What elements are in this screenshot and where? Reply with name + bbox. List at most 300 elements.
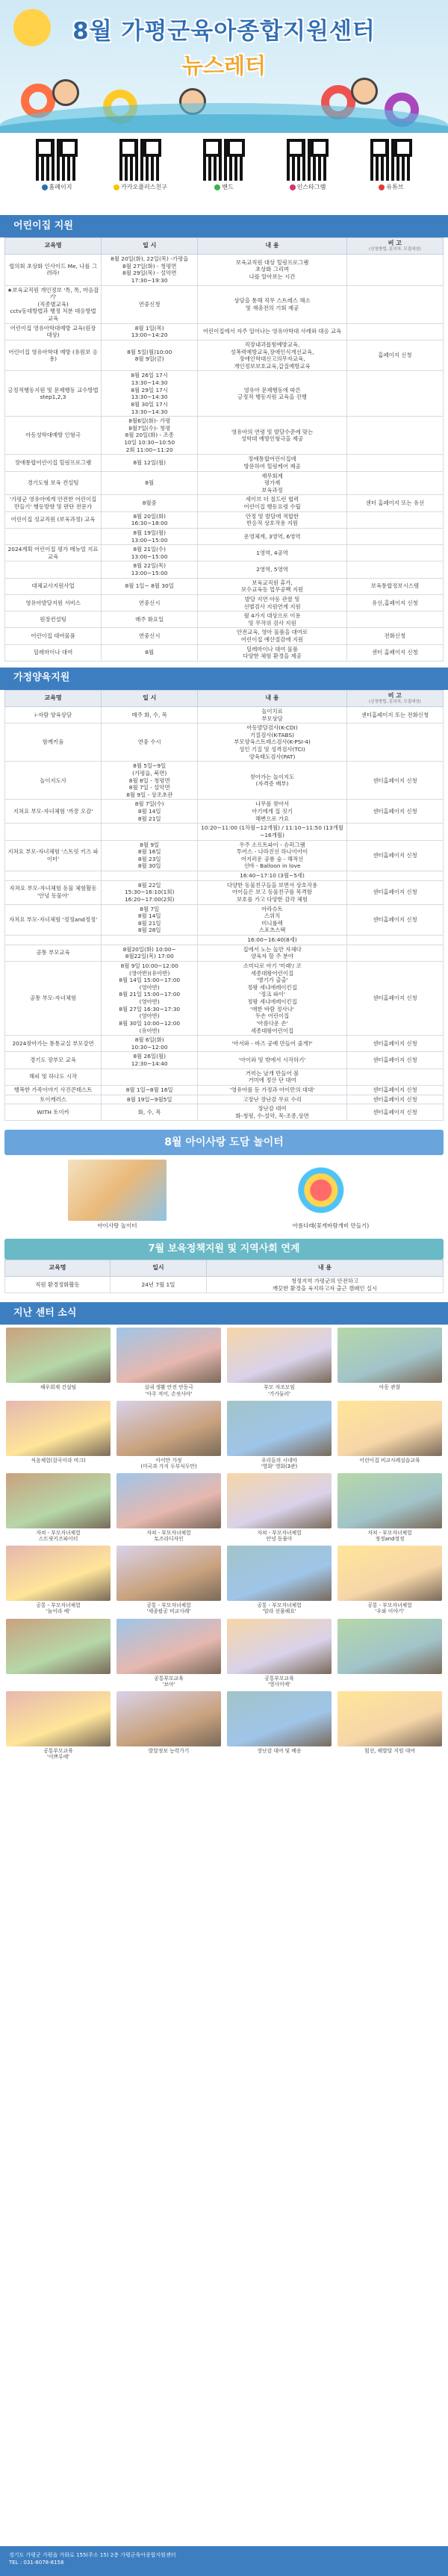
photo-image — [281, 1160, 380, 1221]
table-cell — [346, 511, 443, 528]
news-photo — [6, 1546, 111, 1601]
table-cell: 거미는 날개 만들어 볼 거미에 정산 단 대여 — [198, 1068, 347, 1085]
news-item — [116, 1401, 221, 1469]
instagram-icon — [290, 184, 296, 190]
table-cell: 어린이집 영유아학대 예방 (유원보 응용) — [5, 340, 102, 371]
table-cell: 8월 7일 8월 14일 8월 21일 8월 28일 — [102, 904, 198, 936]
table-cell: 어린이집에서 자주 일어나는 영유아학대 사례와 대응 교육 — [198, 323, 347, 340]
news-item — [116, 1619, 221, 1687]
qr-band[interactable] — [197, 139, 251, 211]
news-caption: 공통부모교육 '영사미에' — [264, 1675, 294, 1687]
table-cell: 매주 화, 수, 목 — [102, 706, 198, 723]
table-cell: 자쳐요 부모-자녀체험 '정정and정정' — [5, 904, 102, 936]
table-cell — [5, 871, 102, 881]
header — [0, 0, 448, 211]
table-cell: 8월 22일 15:30~16:10(1회) 16:20~17:00(2회) — [102, 880, 198, 904]
table-cell: 아동성학대예방 인형극 — [5, 417, 102, 455]
table-cell: 보육교직원 휴가, 보수교육등 업무공백 지원 — [198, 578, 347, 594]
child-illustration — [52, 79, 79, 106]
section-daycare-support — [0, 215, 448, 237]
news-caption: 부모 자조모임 '가가둘러' — [264, 1384, 295, 1397]
news-photo — [337, 1473, 442, 1528]
table-row — [5, 612, 444, 628]
playground-photos — [0, 1155, 448, 1230]
table-cell: 장애통합어린이집에 방문하여 힐링케어 제공 — [198, 455, 347, 471]
table-cell: 딜레마이나 대여 물품 다양한 체험 환경을 제공 — [198, 644, 347, 661]
news-item — [337, 1619, 442, 1687]
news-caption: 공통부모교육 '보아' — [154, 1675, 184, 1687]
table-cell: 센터홈페이지 또는 전화신청 — [346, 706, 443, 723]
news-item — [6, 1401, 111, 1469]
news-photo — [227, 1401, 332, 1456]
table-cell: 놀이지도사 — [5, 762, 102, 800]
table-cell: 협의회 초상화 인사이드 Me, 나를 그려라! — [5, 255, 102, 286]
table-cell — [346, 455, 443, 471]
news-item — [116, 1691, 221, 1760]
qr-code-icon — [287, 139, 329, 181]
table-cell: 토이캐러스 — [5, 1095, 102, 1104]
col-header: 일 시 — [102, 690, 198, 706]
qr-kakao[interactable] — [113, 139, 167, 211]
table-row — [5, 706, 444, 723]
table-cell: WITH 토이카 — [5, 1104, 102, 1121]
table-cell: 센터홈페이지 신청 — [346, 1095, 443, 1104]
news-photo — [227, 1619, 332, 1674]
table-cell: 8월 — [102, 471, 198, 495]
news-caption: 식음체험(잡곡이라 비크) — [31, 1457, 86, 1463]
news-caption: 공통 - 부모자녀체험 '우와 이야기' — [367, 1602, 412, 1615]
table-cell: 8월 1일~ 8월 30일 — [102, 578, 198, 594]
col-header: 내 용 — [198, 690, 347, 706]
table-cell — [102, 824, 198, 840]
homepage-icon — [42, 184, 48, 190]
news-item — [227, 1619, 332, 1687]
news-item — [116, 1473, 221, 1542]
qr-youtube[interactable] — [364, 139, 418, 211]
newsletter-subtitle: 뉴스레터 — [181, 53, 267, 78]
news-caption: 공통부모교육 '이쁘루에' — [43, 1747, 73, 1761]
news-item — [337, 1473, 442, 1542]
table-cell: 센터홈페이지 신청 — [346, 840, 443, 871]
table-cell: 16:00~16:40(8세) — [198, 936, 347, 945]
home-parenting-table — [4, 690, 444, 1121]
table-cell: 센터홈페이지 신청 — [346, 961, 443, 1035]
table-row — [5, 904, 444, 936]
news-photo — [116, 1328, 221, 1383]
table-cell: 상담을 통해 직무 스트레스 해소 및 재충전의 기회 제공 — [198, 285, 347, 323]
news-caption: 해우회재 건설팀 — [40, 1384, 77, 1391]
news-photo — [116, 1401, 221, 1456]
table-cell — [346, 545, 443, 561]
table-cell — [102, 871, 198, 881]
table-cell: 8월 20일(화), 22일(목) -가평읍 8월 27일(화) - 청평면 8월 29일(목) - 설악면 17:30~19:30 — [102, 255, 198, 286]
table-cell: 월 4가지 대상으로 이용 및 무작위 검사 지원 — [198, 612, 347, 628]
table-cell: 놀이치료 부모상담 — [198, 706, 347, 723]
table-cell — [102, 1068, 198, 1085]
table-cell: 화, 수, 목 — [102, 1104, 198, 1121]
table-cell: 어린이집 영유아학대예방 교육(원장 대상) — [5, 323, 102, 340]
playground-photo — [281, 1160, 380, 1230]
table-row — [5, 840, 444, 871]
table-row — [5, 578, 444, 594]
section-title: 가정양육지원 — [13, 672, 70, 684]
news-caption: 아동 관찰 — [379, 1384, 401, 1391]
news-photo — [116, 1473, 221, 1528]
col-header: 내 용 — [207, 1260, 444, 1277]
table-cell: 1영역, 4공역 — [198, 545, 347, 561]
table-cell — [102, 936, 198, 945]
table-cell: 공통 부모교육 — [5, 945, 102, 961]
kakao-icon — [113, 184, 119, 190]
child-illustration — [351, 78, 378, 105]
news-caption: 자쳐 - 부모자녀체험 스트릿키즈파이터 — [36, 1530, 81, 1543]
qr-label: 홈페이지 — [49, 184, 72, 190]
col-header: 교육명 — [5, 690, 102, 706]
table-cell: 8월6일(화)- 가평 8월7일(수)- 청평 8월 20일(화) - 조종 10일 10:30~10:50 2회 11:00~11:20 — [102, 417, 198, 455]
table-cell: 8월 19일(월) 13:00~15:00 — [102, 528, 198, 544]
news-photo — [6, 1328, 111, 1383]
col-header: 일시 — [110, 1260, 206, 1277]
col-header-note: (신청방법, 문의처, 모집대상) — [369, 247, 421, 252]
qr-link-row — [0, 133, 448, 211]
news-photo — [227, 1473, 332, 1528]
table-row — [5, 371, 444, 417]
table-cell: 아동발달검사(K-CDI) 기질검사(K-TABS) 부모양육스트레스검사(K-PSI-4) 성인 기질 및 성격검사(TCI) 양육태도검사(PAT) — [198, 724, 347, 762]
table-cell: 센터 홈페이지 신청 — [346, 644, 443, 661]
newsletter-title: 8월 가평군육아종합지원센터 — [72, 18, 376, 45]
table-cell — [346, 417, 443, 455]
table-row — [5, 1052, 444, 1068]
news-item — [227, 1691, 332, 1760]
table-row — [5, 1068, 444, 1085]
table-cell: 연중신시 — [102, 628, 198, 644]
news-caption: 장난감 대여 및 배송 — [257, 1747, 302, 1754]
table-cell — [346, 323, 443, 340]
photo-caption: 아이사랑 놀이터 — [97, 1222, 137, 1230]
table-cell: 안정 및 발달에 적합한 반응적 상호작용 지원 — [198, 511, 347, 528]
daycare-support-table — [4, 237, 444, 662]
news-item — [337, 1546, 442, 1614]
table-cell: 영유아발달지원 서비스 — [5, 594, 102, 611]
table-row — [5, 255, 444, 286]
section-title: 어린이집 지원 — [13, 220, 73, 231]
table-cell: 연중 수시 — [102, 724, 198, 762]
table-row — [5, 871, 444, 881]
table-cell: 청정지역 가평군의 안전하고 깨끗한 환경을 육지하고자 출근 캠페인 실시 — [207, 1277, 444, 1293]
news-caption: 힘선, 해발달 지원 대여 — [364, 1747, 415, 1754]
table-cell: 경기도형 보육 컨설팅 — [5, 471, 102, 495]
qr-code-icon — [370, 139, 412, 181]
news-photo — [227, 1328, 332, 1383]
table-cell: 24년 7월 1일 — [110, 1277, 206, 1293]
table-row — [5, 528, 444, 544]
table-cell: 8월 19일~9월5일 — [102, 1095, 198, 1104]
table-cell — [346, 612, 443, 628]
table-cell: 아라슈트 스위치 미니룰렉 스포츠스택 — [198, 904, 347, 936]
news-photo — [6, 1619, 111, 1674]
news-photo — [337, 1401, 442, 1456]
table-cell: 보육통합정보시스템 — [346, 578, 443, 594]
table-cell: 발달 지연 아동 관찰 및 선별검사 지원연계 지원 — [198, 594, 347, 611]
table-cell: 우주 소프트파이 - 슈퍼그램 투어스 - 나라진선 하나이아이 어지러운 공룡 숲 - 해적선 선바 - Balloon in love — [198, 840, 347, 871]
table-row — [5, 545, 444, 561]
news-caption: 우리들의 시네마 '영화' 영화(3관) — [261, 1457, 298, 1469]
news-photo — [6, 1691, 111, 1746]
table-cell: 해피 및 하나도 시작 — [5, 1068, 102, 1085]
table-cell — [346, 824, 443, 840]
table-cell: 센터홈페이지 신청 — [346, 880, 443, 904]
table-row — [5, 961, 444, 1035]
table-cell: 8월 1일~8월 16일 — [102, 1085, 198, 1095]
table-cell: 유선,홈페이지 신청 — [346, 594, 443, 611]
playground-photo — [68, 1160, 167, 1230]
news-photo — [337, 1691, 442, 1746]
table-cell — [346, 561, 443, 578]
col-header-label: 비 고 — [388, 691, 402, 699]
table-cell: 재무회계 평가제 보육과정 — [198, 471, 347, 495]
table-cell: 대체교사지원사업 — [5, 578, 102, 594]
table-cell — [5, 561, 102, 578]
table-cell: ★보육교직원 개인정보 '톡, 톡, 마음잡기' (직종별교육) cctv동대방법과 행정 처분 대응방법 교육 — [5, 285, 102, 323]
table-cell: '아서와 - 바즈 공예 만들어 줄게?' — [198, 1036, 347, 1052]
table-row — [5, 644, 444, 661]
table-cell: '가평군 영유아에게 안전한 어린이집 만들기' 행동방향 및 판단 전문가 — [5, 495, 102, 511]
table-cell: 긍정적행동지원 및 문제행동 교수방법 step1,2,3 — [5, 371, 102, 417]
news-photo — [116, 1619, 221, 1674]
photo-caption: 아름다래(꽃게바람개비 만들기) — [292, 1222, 370, 1230]
table-row — [5, 323, 444, 340]
table-cell: 2영역, 5영역 — [198, 561, 347, 578]
qr-homepage[interactable] — [30, 139, 84, 211]
table-row — [5, 880, 444, 904]
table-cell: 고장난 장난감 무료 수리 — [198, 1095, 347, 1104]
table-cell: 세이브 더 칠드런 협력 어린이집 행동요령 수립 — [198, 495, 347, 511]
policy-table — [4, 1260, 444, 1293]
table-row — [5, 800, 444, 824]
table-cell: 8월 12일(월) — [102, 455, 198, 471]
table-row — [5, 762, 444, 800]
col-header-note: (신청방법, 문의처, 모집대상) — [369, 700, 421, 704]
section-past-news — [0, 1302, 448, 1325]
table-row — [5, 495, 444, 511]
news-caption: 실내 생활 안전 안동극 '아주 적어, 손씻사야' — [144, 1384, 193, 1397]
table-cell: 행복한 가족이야기 사진콘테스트 — [5, 1085, 102, 1095]
table-cell — [5, 824, 102, 840]
news-item — [6, 1328, 111, 1396]
qr-code-icon — [119, 139, 161, 181]
table-cell: 직원 환경정화활동 — [5, 1277, 111, 1293]
table-row — [5, 936, 444, 945]
table-cell: 8월 5일(월)10:00 8월 9일(금) — [102, 340, 198, 371]
col-header: 일 시 — [102, 238, 198, 255]
table-row — [5, 628, 444, 644]
footer — [0, 2546, 448, 2576]
table-cell: 8월 5일~9일 (가평읍, 북면) 8월 8일 - 청평면 8월 7일 - 설악면 8월 9일 - 상조초관 — [102, 762, 198, 800]
table-cell: 8월 20일(화) 16:30~18:00 — [102, 511, 198, 528]
qr-label: 카카오플러스친구 — [121, 184, 167, 190]
table-cell: 소미디로 아기 '미래'/ 코 세종대왕어린이집 '병기가 출출' 정왕 세냐에레이킨집 '정크 파이' 정왕 세냐에레이킨집 '애한 바람 정사나' 두손 어린이집 '아름다운 손' 세종대왕어린이집 — [198, 961, 347, 1035]
table-row — [5, 511, 444, 528]
table-row — [5, 1104, 444, 1121]
table-cell — [5, 528, 102, 544]
youtube-icon — [379, 184, 385, 190]
table-cell: 16:40~17:10 (3월~5세) — [198, 871, 347, 881]
news-item — [6, 1691, 111, 1760]
table-cell: 10:20~11:00 (1차월~12개월) / 11:10~11:50 (13개월~16개월) — [198, 824, 347, 840]
qr-label: 인스타그램 — [296, 184, 326, 190]
table-cell: 8월 26일(월) 12:30~14:40 — [102, 1052, 198, 1068]
table-cell: 장애통합어린이집 힐링프로그램 — [5, 455, 102, 471]
band-icon — [214, 184, 220, 190]
table-row — [5, 1277, 444, 1293]
table-cell — [346, 528, 443, 544]
news-photo — [337, 1328, 442, 1383]
news-photo — [6, 1401, 111, 1456]
table-cell: i-자람 양육상담 — [5, 706, 102, 723]
table-cell — [346, 724, 443, 762]
news-item — [227, 1473, 332, 1542]
table-cell: 함께키움 — [5, 724, 102, 762]
news-caption: 자쳐 - 부모자녀체험 안녕 동물아 — [257, 1530, 302, 1543]
news-photo — [116, 1691, 221, 1746]
table-cell — [346, 945, 443, 961]
table-cell: 센터홈페이지 신청 — [346, 904, 443, 936]
qr-label: 밴드 — [222, 184, 234, 190]
playground-banner: 8월 아이사랑 도담 놀이터 — [4, 1130, 444, 1155]
footer-phone: TEL : 031-8078-8158 — [9, 2559, 64, 2566]
table-cell: 센터 홈페이지 또는 유선 — [346, 495, 443, 511]
table-cell: 센터홈페이지 신청 — [346, 1052, 443, 1068]
header-banner — [0, 0, 448, 133]
table-row — [5, 1085, 444, 1095]
news-caption: 공통 - 부모자녀체험 '알라 선물해요' — [257, 1602, 302, 1615]
table-row — [5, 1036, 444, 1052]
table-cell: 장난감 대여 화-청평, 수-설악, 목-조종,상면 — [198, 1104, 347, 1121]
table-row — [5, 1095, 444, 1104]
table-row — [5, 417, 444, 455]
table-cell: 지쳐요 부모-자녀체험 '스트릿 키즈 파이터' — [5, 840, 102, 871]
qr-code-icon — [203, 139, 245, 181]
qr-instagram[interactable] — [281, 139, 335, 211]
table-row — [5, 340, 444, 371]
table-cell: 영유아 문제행동에 따른 긍정적 행동지원 교육을 진행 — [198, 371, 347, 417]
section-home-parenting — [0, 668, 448, 690]
table-cell: 8월20일(화) 10:00~ 8월22일(목) 17:00 — [102, 945, 198, 961]
table-cell: 8월 — [102, 644, 198, 661]
news-photo — [6, 1473, 111, 1528]
col-header-label: 비 고 — [388, 239, 402, 246]
policy-banner: 7월 보육정책지원 및 지역사회 연계 — [4, 1239, 444, 1260]
table-cell: 매주 화요일 — [102, 612, 198, 628]
news-photo — [116, 1546, 221, 1601]
table-cell: 딜레마이나 대여 — [5, 644, 102, 661]
news-photo — [227, 1546, 332, 1601]
table-row — [5, 561, 444, 578]
col-header — [346, 238, 443, 255]
table-cell: 8월 1일(목) 13:00~14:20 — [102, 323, 198, 340]
table-cell: 집에서 노는 놀만 자체다 양육자 할 주 분야 — [198, 945, 347, 961]
table-cell: 8월 22일(목) 13:00~15:00 — [102, 561, 198, 578]
table-cell: 센터홈페이지 신청 — [346, 1036, 443, 1052]
table-cell: 8월 9일 10:00~12:00 (영아반)(유아반) 8월 14일 15:00~17:00 (영아반) 8월 21일 15:00~17:00 (영아반) 8월 27일 16:30~17:30 (영아반) 8월 30일 10:00~12:00 (유아반) — [102, 961, 198, 1035]
news-item — [227, 1546, 332, 1614]
table-cell: 공통 부모-자녀체험 — [5, 961, 102, 1035]
table-cell — [346, 1068, 443, 1085]
news-photo — [337, 1619, 442, 1674]
news-item — [337, 1328, 442, 1396]
table-cell: '아이와 및 밖에서 시작하기' — [198, 1052, 347, 1068]
table-cell: 8월 6일(화) 10:30~12:00 — [102, 1036, 198, 1052]
col-header — [346, 690, 443, 706]
table-cell: 전화신청 — [346, 628, 443, 644]
table-cell: 지쳐요 부모-자녀체험 '까꿍 오감' — [5, 800, 102, 824]
table-cell — [346, 871, 443, 881]
table-cell — [346, 371, 443, 417]
table-cell: 직장내괴롭힘예방교육, 성폭력예방교육,장애인식개선교육, 장애인학대신고의무자교육, 개인정보보호교육,갑질예방교육 — [198, 340, 347, 371]
news-caption: 자쳐 - 부모자녀체험 토즈라디자인 — [146, 1530, 191, 1543]
table-cell: 센터홈페이지 신청 — [346, 1085, 443, 1095]
news-item — [227, 1401, 332, 1469]
section-title: 지난 센터 소식 — [13, 1307, 77, 1319]
table-cell: 8월 26일 17시 13:30~14:30 8월 29일 17시 13:30~14:30 8월 30일 17시 13:30~14:30 — [102, 371, 198, 417]
table-cell: 운영체계, 3영역, 6영역 — [198, 528, 347, 544]
news-item — [227, 1328, 332, 1396]
news-caption: 공통 - 부모자녀체험 '세종팝공 비교사례' — [146, 1602, 191, 1615]
table-cell: 찾아가는 놀이지도 (자격증 배부) — [198, 762, 347, 800]
news-caption: 어린이집 비교사례실습교육 — [359, 1457, 420, 1463]
table-row — [5, 285, 444, 323]
qr-code-icon — [36, 139, 78, 181]
table-row — [5, 945, 444, 961]
table-cell: 어린이집 성교직원 (보육과정) 교육 — [5, 511, 102, 528]
news-item — [337, 1401, 442, 1469]
table-cell: 8월 7일(수) 8월 14일 8월 21일 — [102, 800, 198, 824]
news-item — [337, 1691, 442, 1760]
table-cell — [5, 936, 102, 945]
table-row — [5, 724, 444, 762]
table-cell: 8월중 — [102, 495, 198, 511]
table-cell: 원장컨설팅 — [5, 612, 102, 628]
news-photo — [337, 1546, 442, 1601]
table-cell: 어린이집 대여물품 — [5, 628, 102, 644]
table-cell — [346, 255, 443, 286]
table-row — [5, 455, 444, 471]
table-cell: 보육교직원 대상 힐링프로그램 초상화 그리며 나를 알아보는 시간 — [198, 255, 347, 286]
table-cell: 2024계획 어린이집 평가 매뉴얼 지표 교육 — [5, 545, 102, 561]
news-item — [6, 1546, 111, 1614]
news-caption: 공통 - 부모자녀체험 '놀이라 예' — [36, 1602, 81, 1615]
table-cell — [346, 285, 443, 323]
news-item — [6, 1473, 111, 1542]
table-cell: 연중신시 — [102, 594, 198, 611]
news-item — [116, 1328, 221, 1396]
table-cell: 나무를 찾아서 아기에게 집 짓기 해변으로 가요 — [198, 800, 347, 824]
table-cell — [346, 936, 443, 945]
table-cell: 센터홈페이지 신청 — [346, 762, 443, 800]
table-cell: 2024찾아가는 통통교실 부모강연 — [5, 1036, 102, 1052]
news-photo — [227, 1691, 332, 1746]
news-caption — [6, 1676, 111, 1687]
table-cell: 안전교육, 영아 물품을 대여로 어린이집 예산절감에 지원 — [198, 628, 347, 644]
news-caption: 자쳐 - 부모자녀체험 정정and정정 — [367, 1530, 412, 1543]
col-header: 내 용 — [198, 238, 347, 255]
table-cell: 8월 21일(수) 13:00~15:00 — [102, 545, 198, 561]
table-cell: 경기도 장부모 교육 — [5, 1052, 102, 1068]
news-caption: 아이만 가정 (미국과 가지 두부식두만) — [140, 1457, 197, 1469]
table-cell: 자쳐요 부모-자녀체험 동물 체험활동 '안녕 동물아' — [5, 880, 102, 904]
table-row — [5, 824, 444, 840]
qr-label: 유튜브 — [386, 184, 404, 190]
